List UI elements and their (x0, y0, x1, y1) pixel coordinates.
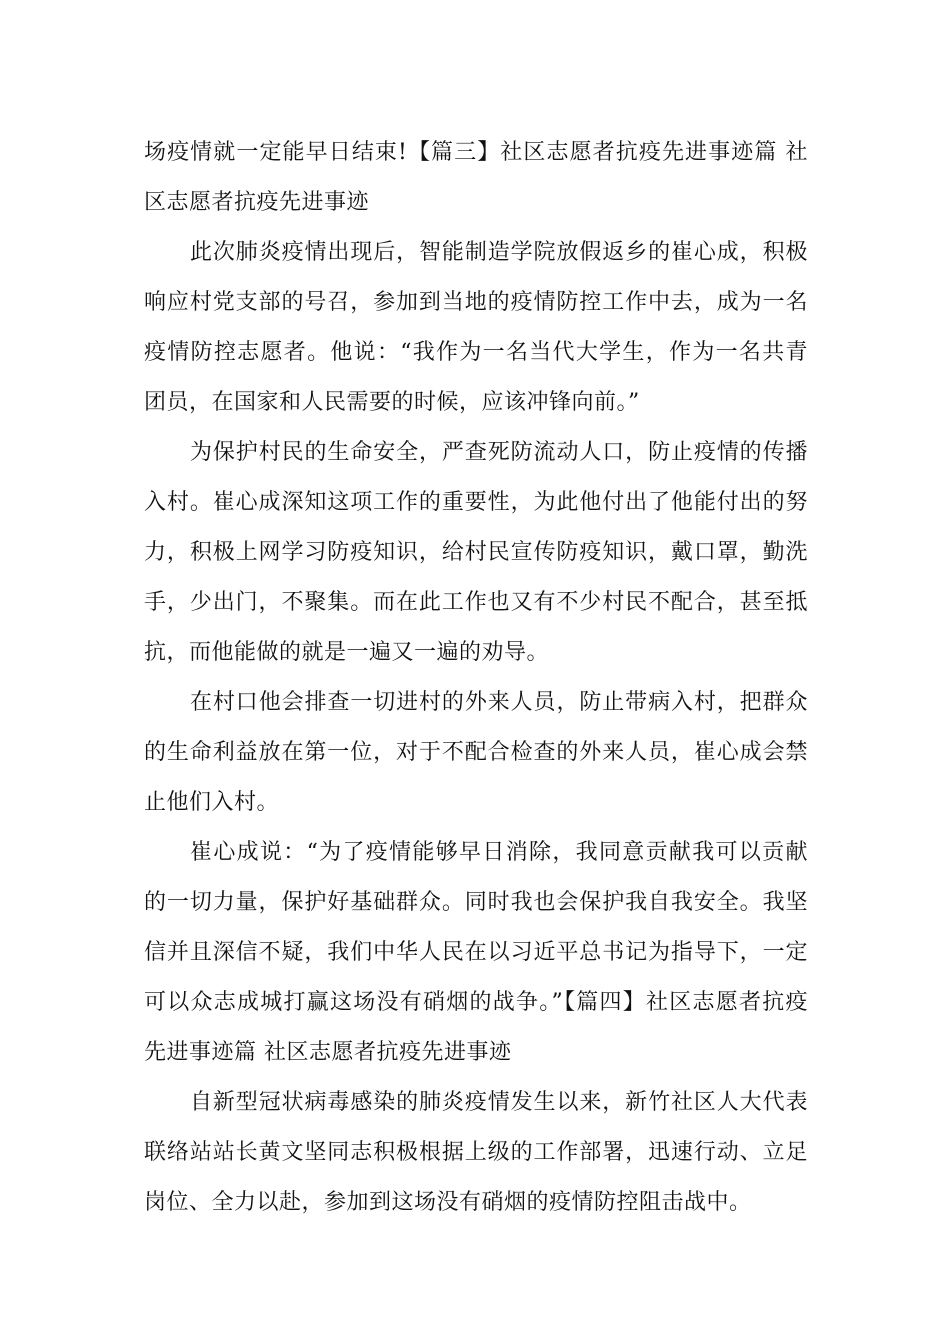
paragraph-cui-xincheng-intro: 此次肺炎疫情出现后，智能制造学院放假返乡的崔心成，积极响应村党支部的号召，参加到当地的疫情防控工作中去，成为一名疫情防控志愿者。他说：“我作为一名当代大学生，作为一名共青团员，在国家和人民需要的时候，应该冲锋向前。” (144, 240, 808, 415)
paragraph-huang-wenjian: 自新型冠状病毒感染的肺炎疫情发生以来，新竹社区人大代表联络站站长黄文坚同志积极根据上级的工作部署，迅速行动、立足岗位、全力以赴，参加到这场没有硝烟的疫情防控阻击战中。 (144, 1090, 808, 1215)
paragraph-continuation: 场疫情就一定能早日结束!【篇三】社区志愿者抗疫先进事迹篇 社区志愿者抗疫先进事迹 (144, 140, 808, 215)
paragraph-protect-villagers: 为保护村民的生命安全，严查死防流动人口，防止疫情的传播入村。崔心成深知这项工作的重要性，为此他付出了他能付出的努力，积极上网学习防疫知识，给村民宣传防疫知识，戴口罩，勤洗手，少出门，不聚集。而在此工作也又有不少村民不配合，甚至抵抗，而他能做的就是一遍又一遍的劝导。 (144, 440, 808, 665)
document-body (144, 128, 808, 1228)
paragraph-village-entrance: 在村口他会排查一切进村的外来人员，防止带病入村，把群众的生命利益放在第一位，对于不配合检查的外来人员，崔心成会禁止他们入村。 (144, 690, 808, 815)
paragraph-cui-xincheng-quote: 崔心成说：“为了疫情能够早日消除，我同意贡献我可以贡献的一切力量，保护好基础群众。同时我也会保护我自我安全。我坚信并且深信不疑，我们中华人民在以习近平总书记为指导下，一定可以众志成城打赢这场没有硝烟的战争。”【篇四】社区志愿者抗疫先进事迹篇 社区志愿者抗疫先进事迹 (144, 840, 808, 1065)
